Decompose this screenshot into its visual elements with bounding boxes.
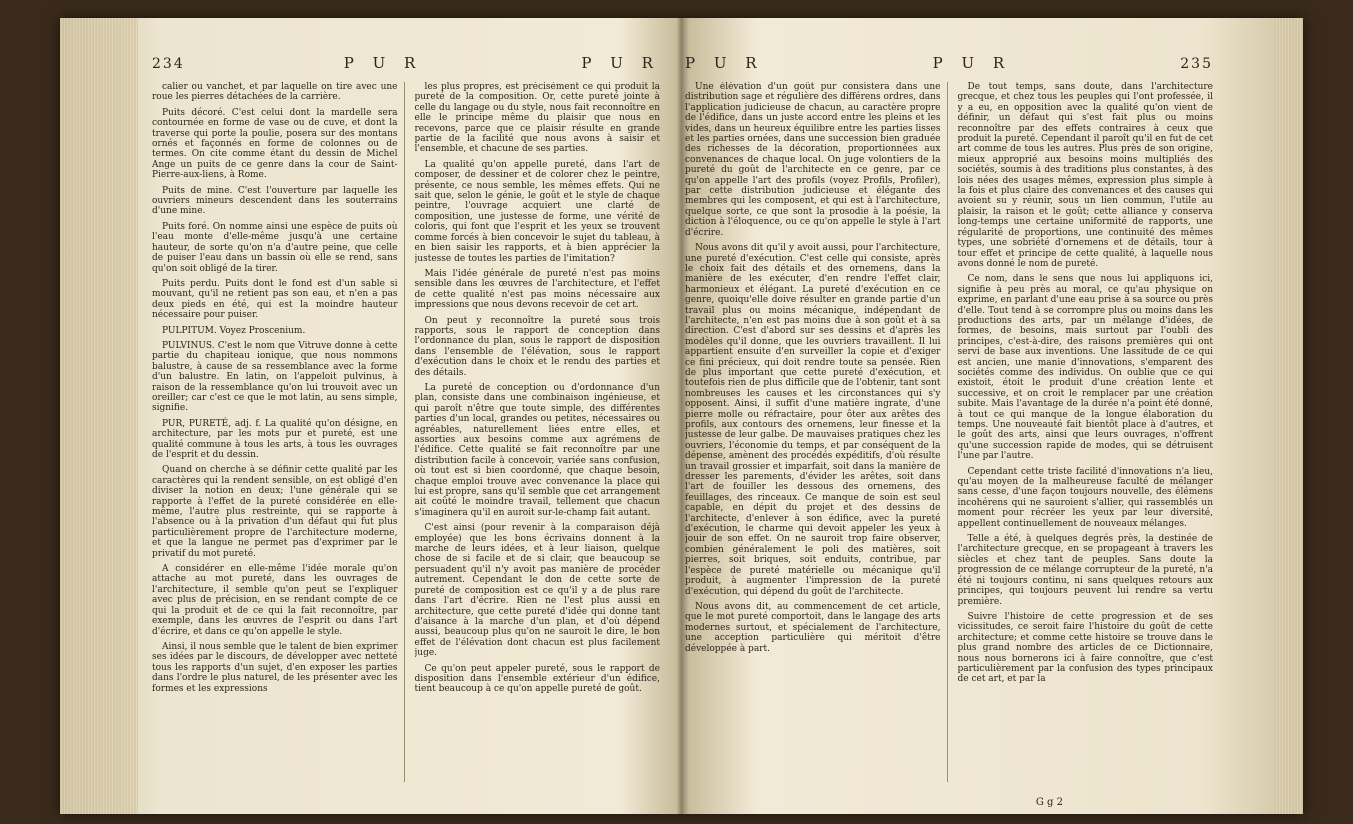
paragraph: On peut y reconnoître la pureté sous trois rapports, sous le rapport de conception dans l'ordonnance du plan, sous le rapport de disposition dans l'ensemble de l'élévation, sous le rapport d'exécution dans le choix et le rendu des parties et des détails. — [414, 315, 660, 378]
paragraph: Cependant cette triste facilité d'innovations n'a lieu, qu'au moyen de la malheureuse faculté de mélanger sans cesse, d'une façon toujours nouvelle, des élémens incohérens qui ne sauroient s'allier, qui rassemblés un moment pour récréer les yeux par leur diversité, appellent continuellement de nouveaux mélanges. — [957, 466, 1213, 529]
paragraph: Nous avons dit qu'il y avoit aussi, pour l'architecture, une pureté d'exécution. C'est celle qui consiste, après le choix fait des détails et des ornemens, dans la manière de les exécuter, d'en rendre l'effet clair, harmonieux et élégant. La pureté d'exécution en ce genre, quoiqu'elle doive résulter en grande partie d'un travail plus ou moins mécanique, indépendant de l'architecte, n'en est pas moins due à son goût et à sa direction. C'est d'abord sur ses dessins et d'après les modèles qu'il donne, que les ouvriers travaillent. Il lui appartient ensuite d'en surveiller la copie et d'exiger ce fini précieux, qui doit rendre toute sa pensée. Rien de plus important que cette pureté d'exécution, et toutefois rien de plus difficile que de l'obtenir, tant sont nombreuses les causes et les circonstances qui s'y opposent. Ainsi, il suffit d'une matière ingrate, d'une pierre molle ou réfractaire, pour ôter aux arêtes des profils, aux contours des ornemens, leur finesse et la justesse de leur galbe. De mauvaises pratiques chez les ouvriers, l'économie du temps, et par conséquent de la dépense, amènent des procédés expéditifs, d'où résulte un travail grossier et imparfait, soit dans la manière de dresser les parements, d'évider les arêtes, soit dans l'art de fouiller les dessous des ornemens, des feuillages, des rinceaux. Ce manque de soin est seul capable, en dépit du projet et des dessins de l'architecte, d'enlever à son édifice, avec la pureté d'exécution, le charme qui devoit appeler les yeux à jouir de son effet. On ne sauroit trop faire observer, combien généralement le poli des matières, soit pierres, soit briques, soit enduits, contribue, par l'espèce de pureté matérielle ou mécanique qu'il produit, à augmenter l'impression de la pureté d'exécution, qui dépend du goût de l'architecte. — [685, 243, 941, 597]
paragraph: La pureté de conception ou d'ordonnance d'un plan, consiste dans une combinaison ingénieuse, et qui paroît n'être que toute simple, des différentes parties d'un local, grandes ou petites, nécessaires ou agréables, naturellement liées entre elles, et assorties aux besoins comme aux agrémens de l'édifice. Cette qualité se fait reconnoître par une distribution facile à concevoir, variée sans confusion, où tout est si bien coordonné, que chaque besoin, chaque emploi trouve avec convenance la place qui lui est propre, sans qu'il semble que cet arrangement ait coûté le moindre travail, tellement que chacun s'imaginera qu'il en auroit sur-le-champ fait autant. — [414, 382, 660, 518]
page-edges-left — [60, 18, 138, 814]
paragraph: Suivre l'histoire de cette progression et de ses vicissitudes, ce seroit faire l'histoire du goût de cette architecture; et comme cette histoire se trouve dans le plus grand nombre des articles de ce Dictionnaire, nous nous bornerons ici à faire connoître, que c'est particulièrement par la confusion des types principaux de cet art, et par la — [957, 611, 1213, 685]
right-column-1 — [685, 82, 948, 782]
paragraph: Nous avons dit, au commencement de cet article, que le mot pureté comportoit, dans le langage des arts modernes surtout, et spécialement de l'architecture, une acception particulière qui méritoit d'être développée à part. — [685, 601, 941, 654]
left-head-word-1: P U R — [343, 54, 423, 72]
right-running-head — [685, 54, 1213, 76]
left-column-2 — [415, 82, 661, 782]
paragraph: Puits de mine. C'est l'ouverture par laquelle les ouvriers mineurs descendent dans les souterrains d'une mine. — [152, 185, 398, 217]
right-head-word-1: P U R — [685, 54, 764, 72]
right-column-2 — [958, 82, 1214, 782]
paragraph: Mais l'idée générale de pureté n'est pas moins sensible dans les œuvres de l'architecture, et l'effet de cette qualité n'est pas moins nécessaire aux impressions que nous devons recevoir de cet art. — [414, 268, 660, 311]
left-page — [152, 54, 660, 794]
paragraph: Ce nom, dans le sens que nous lui appliquons ici, signifie à peu près au moral, ce qu'au physique on exprime, en parlant d'une eau prise à sa source ou près d'elle. Tout tend à se corrompre plus ou moins dans les productions des arts, par un mélange d'idées, de formes, de besoins, mais surtout par l'oubli des principes, c'est-à-dire, des raisons premières qui ont servi de base aux inventions. Une lassitude de ce qui est ancien, une manie d'innovations, s'emparent des sociétés comme des individus. On oublie que ce qui existoit, étoit le produit d'une création lente et successive, et on croit le remplacer par une création subite. Mais l'avantage de la durée n'a point été donné, à tout ce qui manque de la longue élaboration du temps. Une nouveauté fait bientôt place à d'autres, et le goût des arts, ainsi que leurs ouvrages, n'offrent qu'une succession rapide de modes, qui se détruisent l'une par l'autre. — [957, 274, 1213, 462]
book-spread — [60, 18, 1303, 814]
paragraph: Quand on cherche à se définir cette qualité par les caractères qui la rendent sensible, on est obligé d'en diviser la notion en deux; l'une générale qui se rapporte à l'effet de la pureté considérée en elle-même, l'autre plus restreinte, qui se rapporte à l'absence ou à la privation d'un défaut qui fut plus particulièrement propre de l'architecture moderne, et que la langue ne permet pas d'exprimer par le privatif du mot pureté. — [152, 465, 398, 559]
left-page-number: 234 — [152, 56, 185, 72]
paragraph: Puits perdu. Puits dont le fond est d'un sable si mouvant, qu'il ne retient pas son eau, et n'en a pas deux pieds en été, qui est la moindre hauteur nécessaire pour puiser. — [152, 278, 398, 321]
paragraph: A considérer en elle-même l'idée morale qu'on attache au mot pureté, dans les ouvrages de l'architecture, il semble qu'on peut se l'expliquer avec plus de précision, en se rendant compte de ce qui la produit et de ce qui la fait reconnoître, par exemple, dans les œuvres de l'esprit ou dans l'art d'écrire, et dans ce qu'on appelle le style. — [152, 564, 398, 637]
paragraph: PULVINUS. C'est le nom que Vitruve donne à cette partie du chapiteau ionique, que nous nommons balustre, à cause de sa ressemblance avec la forme d'un balustre. En latin, on l'appeloit pulvinus, à raison de la ressemblance qu'on lui trouvoit avec un oreiller; car c'est ce que le mot latin, au sens simple, signifie. — [152, 340, 398, 414]
page-edges-right — [1275, 18, 1303, 814]
paragraph: La qualité qu'on appelle pureté, dans l'art de composer, de dessiner et de colorer chez le peintre, présente, ce nous semble, les mêmes effets. Qui ne sait que, selon le génie, le goût et le style de chaque peintre, l'ouvrage acquiert une clarté de composition, une justesse de forme, une vérité de coloris, qui font que l'esprit et les yeux se trouvent comme forcés à bien concevoir le sujet du tableau, à en bien saisir les rapports, et à bien apprécier la justesse de toutes les parties de l'imitation? — [414, 159, 660, 264]
left-running-head — [152, 54, 660, 76]
left-head-word-2: P U R — [581, 54, 660, 72]
paragraph: Telle a été, à quelques degrés près, la destinée de l'architecture grecque, en se propageant à travers les siècles et chez tant de peuples. Sans doute la progression de ce mélange corrupteur de la pureté, n'a été ni toujours continu, ni sans quelques retours aux principes, qui toujours peuvent lui rendre sa vertu première. — [957, 534, 1213, 607]
paragraph: les plus propres, est précisément ce qui produit la pureté de la composition. Or, cette pureté jointe à celle du langage ou du style, nous fait reconnoître en elle le principe même du plaisir que nous en recevons, parce que ce plaisir résulte en grande partie de la facilité que nous avons à saisir et l'ensemble, et chacune de ses parties. — [414, 82, 660, 155]
paragraph: C'est ainsi (pour revenir à la comparaison déjà employée) que les bons écrivains donnent à la marche de leurs idées, et à leur liaison, quelque chose de si facile et de si clair, que beaucoup se persuadent qu'il n'y avoit pas manière de procéder autrement. Cependant le don de cette sorte de pureté de composition est ce qu'il y a de plus rare dans l'art d'écrire. Rien ne l'est plus aussi en architecture, que cette pureté d'idée qui donne tant d'aisance à la marche d'un plan, et d'où dépend aussi, beaucoup plus qu'on ne sauroit le dire, le bon effet de l'élévation dont chacun est plus facilement juge. — [414, 523, 660, 659]
paragraph: Puits décoré. C'est celui dont la mardelle sera contournée en forme de vase ou de cuve, et dont la traverse qui porte la poulie, posera sur des montans ornés et façonnés en forme de colonnes ou de termes. On cite comme étant du dessin de Michel Ange un puits de ce genre dans la cour de Saint-Pierre-aux-liens, à Rome. — [152, 107, 398, 181]
paragraph: Puits foré. On nomme ainsi une espèce de puits où l'eau monte d'elle-même jusqu'à une certaine hauteur, de sorte qu'on n'a d'autre peine, que celle de puiser l'eau dans un bassin où elle se rend, sans qu'on soit obligé de la tirer. — [152, 221, 398, 274]
paragraph: PUR, PURETÉ, adj. f. La qualité qu'on désigne, en architecture, par les mots pur et pureté, est une qualité commune à tous les arts, à tous les ouvrages de l'esprit et du dessin. — [152, 418, 398, 460]
right-page-number: 235 — [1180, 56, 1213, 72]
signature-mark: G g 2 — [1035, 797, 1063, 808]
right-page — [685, 54, 1213, 808]
paragraph: Une élévation d'un goût pur consistera dans une distribution sage et régulière des différens ordres, dans l'application judicieuse de chacun, au caractère propre de l'édifice, dans un juste accord entre les pleins et les vides, dans un heureux équilibre entre les parties lisses et les parties ornées, dans une succession bien graduée des richesses de la décoration, proportionnées aux convenances de chaque local. On juge volontiers de la pureté du goût de l'architecte en ce genre, par ce qu'on appelle l'art des profils (voyez Profils, Profiler), par cette distribution judicieuse et élégante des membres qui les composent, et qui est à l'architecture, quelque sorte, ce que sont la prosodie à la poésie, la diction à l'éloquence, ou ce qu'on appelle le style à l'art d'écrire. — [685, 82, 941, 238]
left-column-1 — [152, 82, 405, 782]
paragraph: Ce qu'on peut appeler pureté, sous le rapport de disposition dans l'ensemble extérieur d'un édifice, tient beaucoup à ce qu'on appelle pureté de goût. — [414, 663, 660, 695]
paragraph: De tout temps, sans doute, dans l'architecture grecque, et chez tous les peuples qui l'ont professée, il y a eu, en opposition avec la qualité qu'on vient de définir, un défaut qui s'est fait plus ou moins reconnoître par des effets contraires à ceux que produit la pureté. Cependant il paroît qu'il en fut de cet art comme de tous les autres. Plus près de son origine, mieux approprié aux besoins moins multipliés des sociétés, soumis à des traditions plus constantes, à des lois nées des usages mêmes, expression plus simple à la fois et plus claire des convenances et des causes qui avoient su y réunir, sous un lien commun, l'utile au plaisir, la raison et le goût; cette alliance y conserva long-temps une certaine uniformité de rapports, une régularité de proportions, une continuité des mêmes types, une sobriété d'ornemens et de détails, tour à tour effet et principe de cette qualité, à laquelle nous avons donné le nom de pureté. — [957, 82, 1213, 269]
paragraph: Ainsi, il nous semble que le talent de bien exprimer ses idées par le discours, de développer avec netteté tous les rapports d'un sujet, d'en exposer les parties dans l'ordre le plus naturel, de les présenter avec les formes et les expressions — [152, 641, 398, 694]
paragraph: PULPITUM. Voyez Proscenium. — [162, 325, 306, 336]
right-head-word-2: P U R — [932, 54, 1012, 72]
paragraph: calier ou vanchet, et par laquelle on tire avec une roue les pierres détachées de la carrière. — [152, 82, 398, 103]
